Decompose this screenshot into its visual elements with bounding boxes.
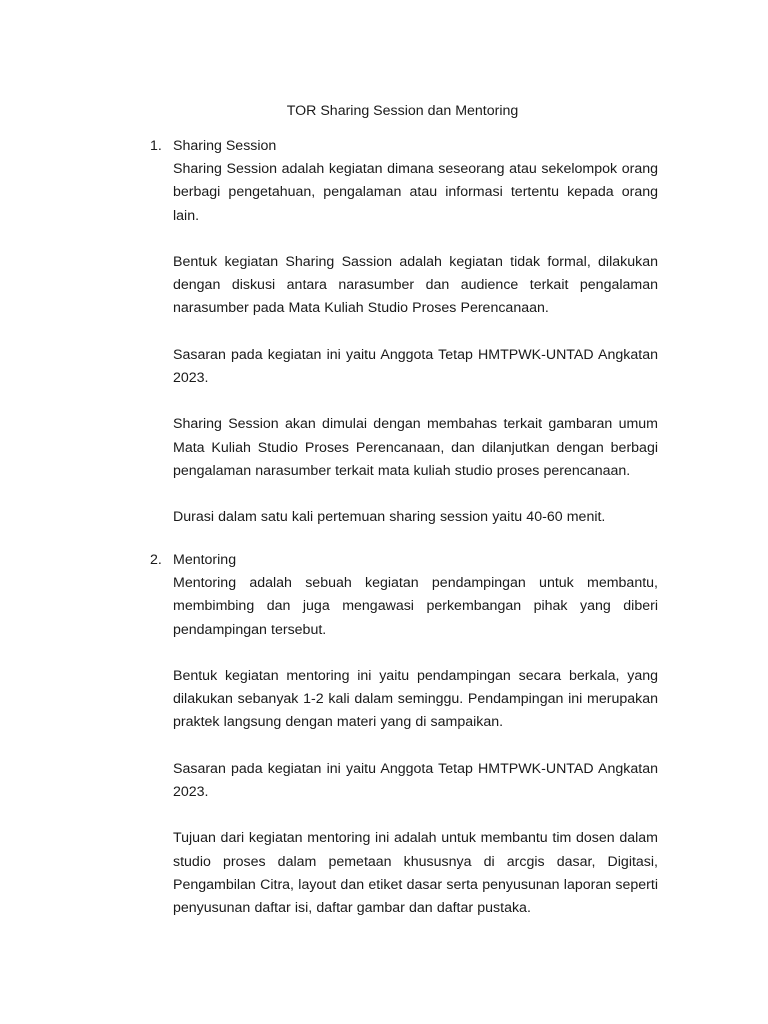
paragraph: Tujuan dari kegiatan mentoring ini adalah untuk membantu tim dosen dalam studio proses dalam pemetaan khususnya di arcgis dasar, Digitasi, Pengambilan Citra, layout dan etiket dasar serta penyusunan laporan seperti penyusunan daftar isi, daftar gambar dan daftar pustaka. bbox=[173, 830, 658, 916]
paragraph: Bentuk kegiatan mentoring ini yaitu pendampingan secara berkala, yang dilakukan sebanyak 1-2 kali dalam seminggu. Pendampingan ini merupakan praktek langsung dengan materi yang di sampaikan. bbox=[173, 667, 658, 731]
paragraph: Durasi dalam satu kali pertemuan sharing session yaitu 40-60 menit. bbox=[173, 509, 606, 526]
section-number: 1. bbox=[150, 138, 162, 154]
section-body bbox=[173, 572, 658, 920]
paragraph: Sasaran pada kegiatan ini yaitu Anggota Tetap HMTPWK-UNTAD Angkatan 2023. bbox=[173, 760, 658, 800]
section-heading-text: Mentoring bbox=[173, 552, 237, 568]
section-heading bbox=[150, 549, 658, 572]
paragraph: Mentoring adalah sebuah kegiatan pendampingan untuk membantu, membimbing dan juga mengawasi perkembangan pihak yang diberi pendampingan tersebut. bbox=[173, 575, 658, 638]
section-number: 2. bbox=[150, 552, 162, 568]
section-mentoring bbox=[150, 549, 658, 920]
section-sharing-session bbox=[150, 135, 658, 529]
section-heading bbox=[150, 135, 658, 158]
paragraph: Bentuk kegiatan Sharing Sassion adalah kegiatan tidak formal, dilakukan dengan diskusi antara narasumber dan audience terkait pengalaman narasumber pada Mata Kuliah Studio Proses Perencanaan. bbox=[173, 253, 658, 317]
section-heading-text: Sharing Session bbox=[173, 138, 277, 154]
paragraph: Sharing Session akan dimulai dengan membahas terkait gambaran umum Mata Kuliah Studio Proses Perencanaan, dan dilanjutkan dengan berbagi pengalaman narasumber terkait mata kuliah studio proses perencanaan. bbox=[173, 416, 658, 479]
document-title: TOR Sharing Session dan Mentoring bbox=[286, 103, 519, 119]
paragraph: Sasaran pada kegiatan ini yaitu Anggota Tetap HMTPWK-UNTAD Angkatan 2023. bbox=[173, 346, 658, 386]
section-body bbox=[173, 158, 658, 529]
paragraph: Sharing Session adalah kegiatan dimana seseorang atau sekelompok orang berbagi pengetahuan, pengalaman atau informasi tertentu kepada orang lain. bbox=[173, 161, 658, 224]
